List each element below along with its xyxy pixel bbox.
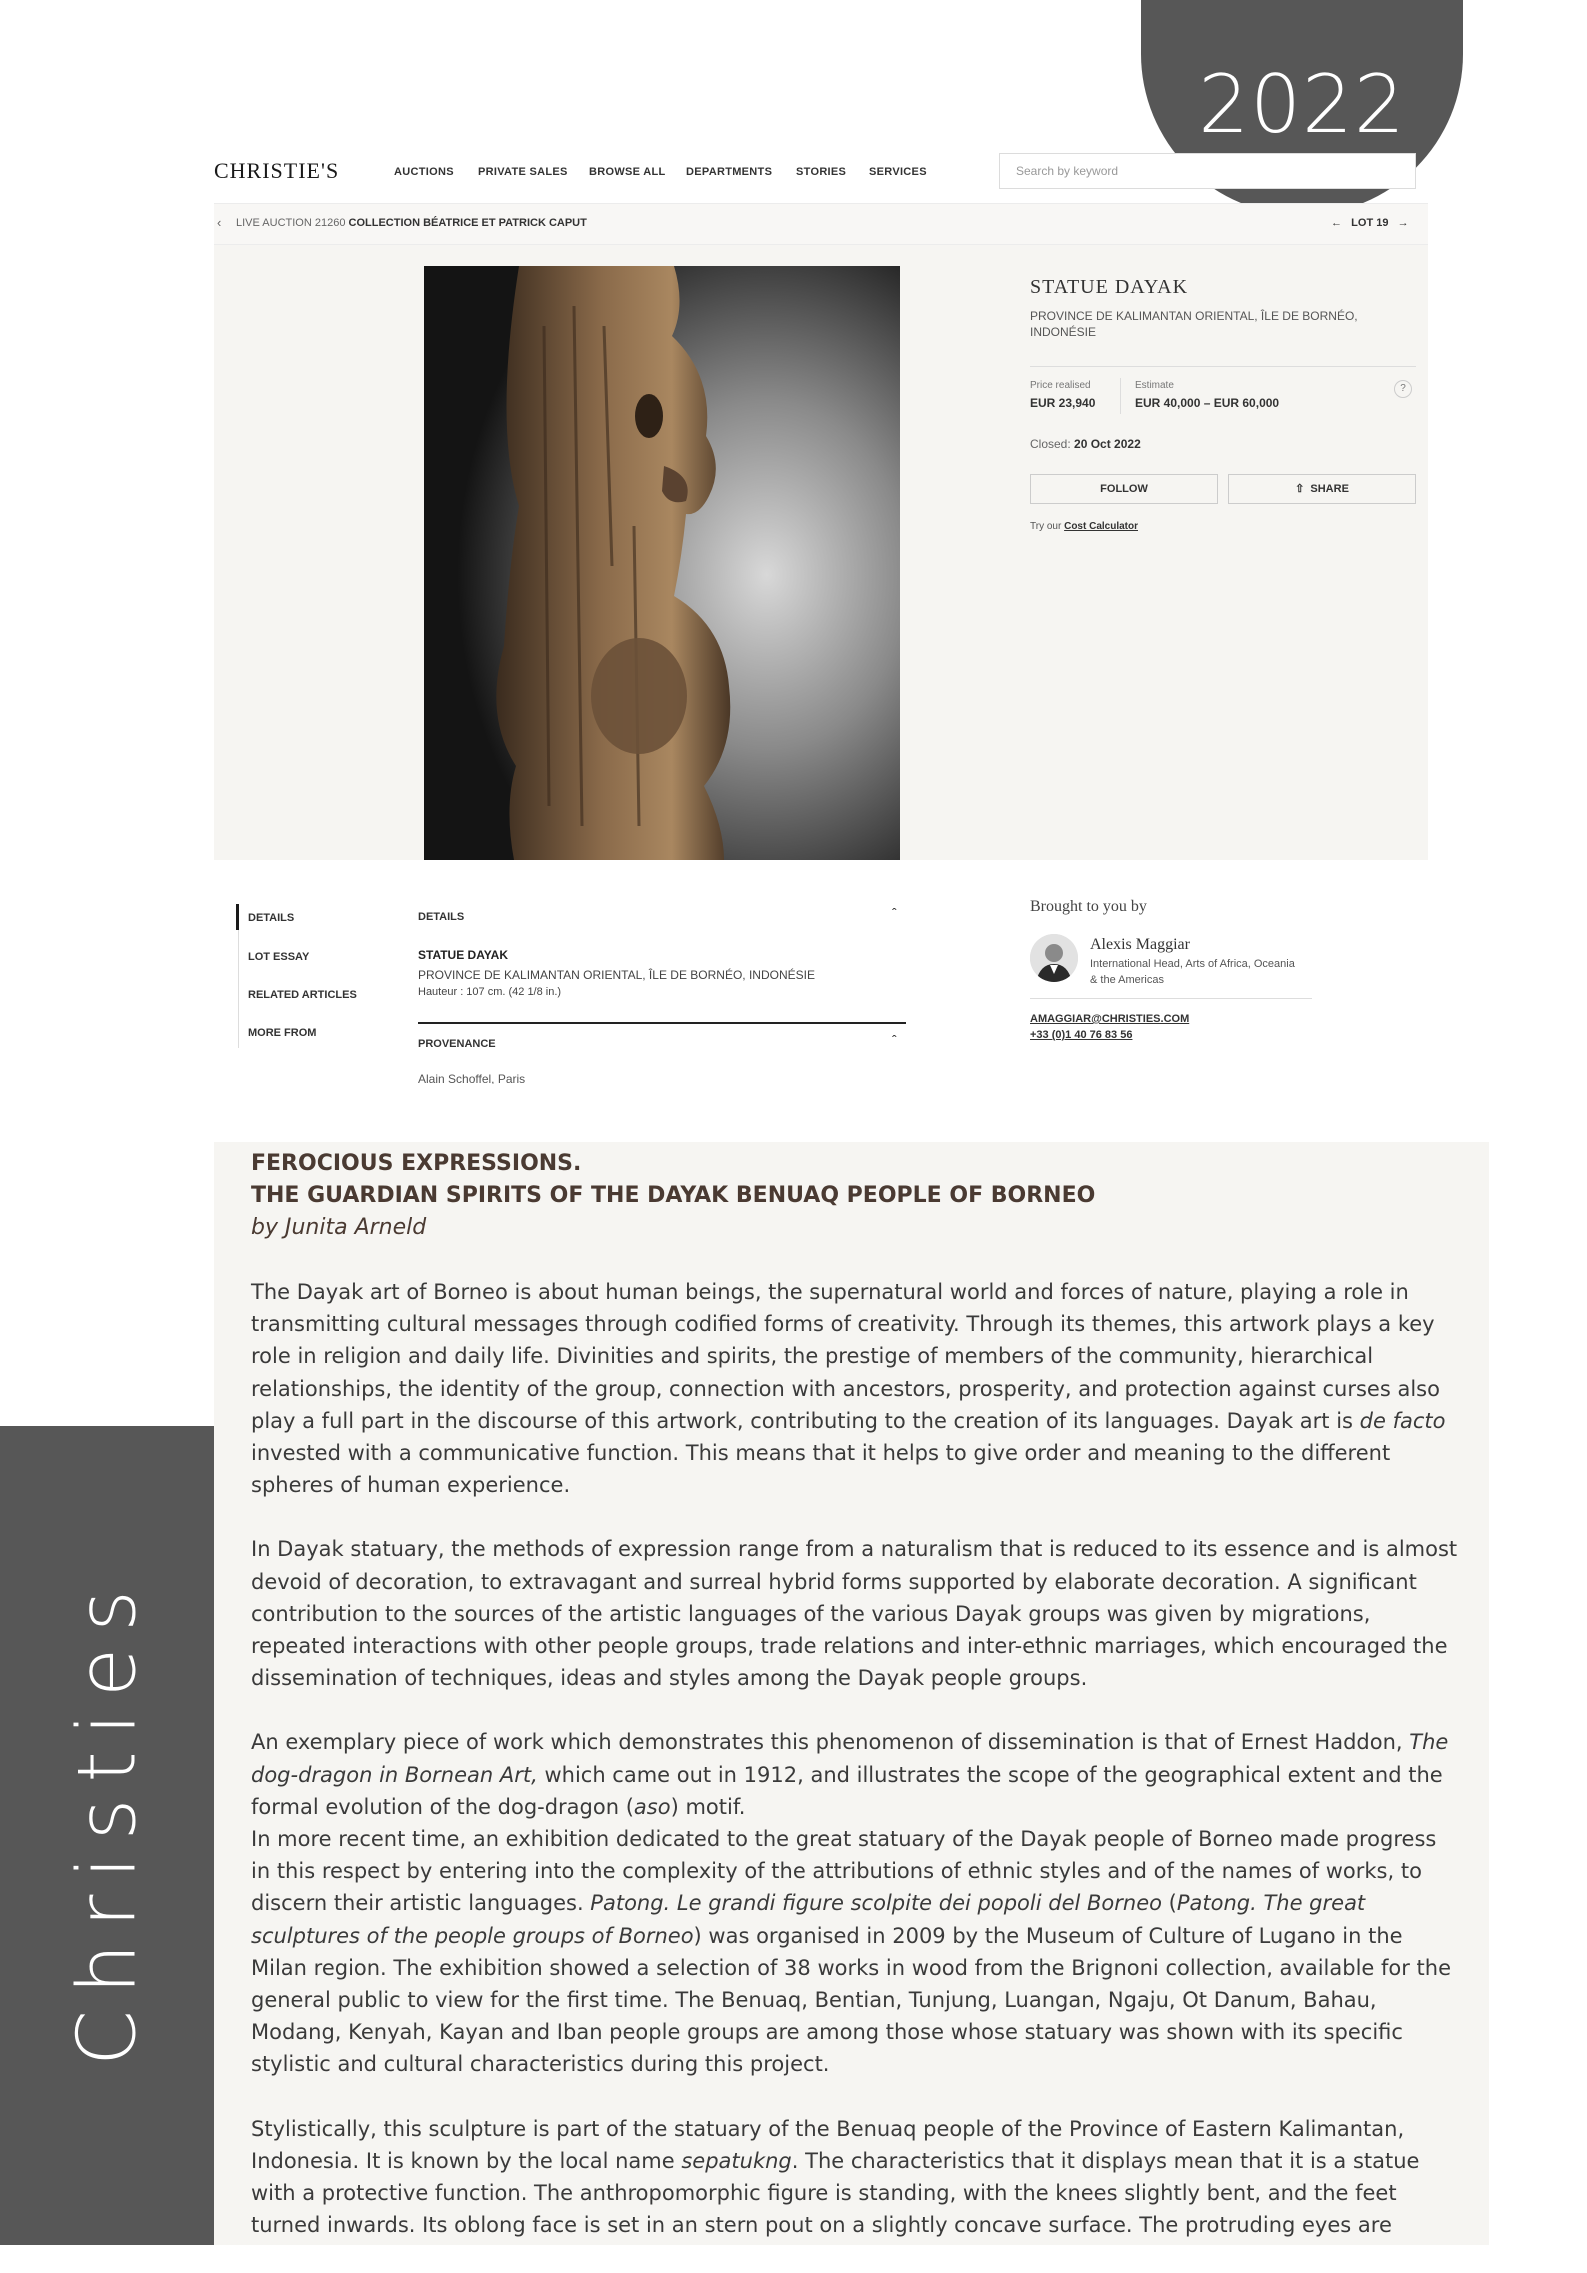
help-icon[interactable]: ? — [1394, 380, 1412, 398]
lot-navigation — [1331, 217, 1409, 229]
closed-date — [1030, 437, 1141, 451]
side-nav-active-indicator — [236, 904, 239, 930]
specialist-email-link[interactable]: AMAGGIAR@CHRISTIES.COM — [1030, 1013, 1190, 1025]
essay-paragraph: Stylistically, this sculpture is part of the statuary of the Benuaq people of the Province of Eastern Kalimantan, Indonesia. It is known by the local name sepatukng. The characteristics that it displays mean that it is a statue with a protective function. The anthropomorphic figure is standing, with the knees slightly bent, and the feet turned inwards. Its oblong face is set in an stern pout on a slightly concave surface. The protruding eyes are — [251, 2116, 1420, 2238]
closed-label: Closed: — [1030, 437, 1071, 451]
nav-auctions[interactable]: AUCTIONS — [394, 166, 454, 178]
side-nav-more-from[interactable]: MORE FROM — [248, 1027, 317, 1039]
cost-prefix: Try our — [1030, 521, 1062, 532]
nav-services[interactable]: SERVICES — [869, 166, 927, 178]
closed-date-value: 20 Oct 2022 — [1074, 437, 1141, 451]
share-icon: ⇧ — [1295, 483, 1305, 495]
essay-paragraph: An exemplary piece of work which demonstrates this phenomenon of dissemination is that of Ernest Haddon, The dog-dragon in Bornean Art, which came out in 1912, and illustrates the scope of the geographical extent and the formal evolution of the dog-dragon (aso) motif. — [251, 1730, 1449, 1819]
back-chevron-icon[interactable]: ‹ — [217, 215, 222, 230]
side-nav-lot-essay[interactable]: LOT ESSAY — [248, 951, 310, 963]
details-heading[interactable]: DETAILS — [418, 911, 465, 923]
cost-calculator-link[interactable]: Cost Calculator — [1064, 521, 1138, 532]
specialist-role: International Head, Arts of Africa, Oceania — [1090, 958, 1295, 970]
essay-subtitle: THE GUARDIAN SPIRITS OF THE DAYAK BENUAQ PEOPLE OF BORNEO — [251, 1183, 1096, 1208]
price-realised-value: EUR 23,940 — [1030, 396, 1096, 410]
breadcrumb[interactable] — [236, 217, 587, 229]
breadcrumb-auction: LIVE AUCTION 21260 — [236, 217, 346, 229]
year-badge: 2022 — [1141, 0, 1463, 215]
nav-browse-all[interactable]: BROWSE ALL — [589, 166, 666, 178]
divider — [1030, 366, 1416, 367]
side-nav-related-articles[interactable]: RELATED ARTICLES — [248, 989, 357, 1001]
specialist-role-cont: & the Americas — [1090, 974, 1164, 986]
details-title: STATUE DAYAK — [418, 948, 509, 962]
essay-title: FEROCIOUS EXPRESSIONS. — [251, 1151, 582, 1176]
nav-stories[interactable]: STORIES — [796, 166, 847, 178]
lot-subtitle: PROVINCE DE KALIMANTAN ORIENTAL, ÎLE DE BORNÉO, INDONÉSIE — [1030, 309, 1358, 339]
specialist-name: Alexis Maggiar — [1090, 936, 1190, 953]
side-nav-rule — [238, 930, 239, 1048]
estimate-value: EUR 40,000 – EUR 60,000 — [1135, 396, 1280, 410]
estimate-label: Estimate — [1135, 380, 1174, 391]
share-button[interactable] — [1228, 474, 1416, 504]
chevron-up-icon[interactable]: ˆ — [892, 1032, 897, 1048]
lot-essay — [251, 1148, 1461, 2273]
avatar-image — [1030, 934, 1078, 982]
divider — [1030, 998, 1312, 999]
next-lot-arrow-icon[interactable]: → — [1397, 217, 1409, 229]
side-label: Christies — [60, 1574, 154, 2066]
details-dimensions: Hauteur : 107 cm. (42 1/8 in.) — [418, 986, 562, 998]
details-origin: PROVINCE DE KALIMANTAN ORIENTAL, ÎLE DE BORNÉO, INDONÉSIE — [418, 968, 815, 982]
statue-image — [424, 266, 900, 860]
specialist-phone-link[interactable]: +33 (0)1 40 76 83 56 — [1030, 1029, 1133, 1041]
provenance-text-clip — [418, 1074, 906, 1084]
christies-logo[interactable]: CHRISTIE'S — [214, 158, 340, 183]
chevron-up-icon[interactable]: ˆ — [892, 905, 897, 921]
lot-number: LOT 19 — [1351, 217, 1389, 229]
nav-private-sales[interactable]: PRIVATE SALES — [478, 166, 568, 178]
prev-lot-arrow-icon[interactable]: ← — [1331, 217, 1342, 229]
side-nav-details[interactable]: DETAILS — [248, 912, 295, 924]
divider — [1120, 378, 1121, 414]
breadcrumb-collection: COLLECTION BÉATRICE ET PATRICK CAPUT — [348, 217, 587, 229]
search-input[interactable]: Search by keyword — [999, 153, 1416, 189]
essay-paragraph: The Dayak art of Borneo is about human beings, the supernatural world and forces of nature, playing a role in transmitting cultural messages through codified forms of creativity. Through its themes, this artwork plays a key role in religion and daily life. Divinities and spirits, the prestige of members of the community, hierarchical relationships, the identity of the group, connection with ancestors, prosperity, and protection against curses also play a full part in the discourse of this artwork, contributing to the creation of its languages. Dayak art is de facto invested with a communicative function. This means that it helps to give order and meaning to the different spheres of human experience. — [251, 1280, 1446, 1498]
share-label: SHARE — [1310, 483, 1349, 495]
provenance-heading[interactable]: PROVENANCE — [418, 1038, 496, 1050]
follow-button[interactable]: FOLLOW — [1030, 474, 1218, 504]
brought-to-you-by: Brought to you by — [1030, 898, 1147, 915]
lot-image[interactable] — [424, 266, 900, 860]
provenance-text: Alain Schoffel, Paris — [418, 1074, 526, 1084]
essay-paragraph: In Dayak statuary, the methods of expression range from a naturalism that is reduced to its essence and is almost devoid of decoration, to extravagant and surreal hybrid forms supported by elaborate decoration. A significant contribution to the sources of the artistic languages of the various Dayak groups was given by migrations, repeated interactions with other people groups, trade relations and inter-ethnic marriages, which encouraged the dissemination of techniques, ideas and styles among the Dayak people groups. — [251, 1537, 1458, 1691]
avatar — [1030, 934, 1078, 982]
cost-calculator — [1030, 521, 1138, 532]
nav-departments[interactable]: DEPARTMENTS — [686, 166, 773, 178]
price-realised-label: Price realised — [1030, 380, 1091, 391]
divider — [418, 1022, 906, 1024]
essay-paragraph: In more recent time, an exhibition dedicated to the great statuary of the Dayak people of Borneo made progress in this respect by entering into the complexity of the attributions of ethnic styles and of the names of works, to discern their artistic languages. Patong. Le grandi figure scolpite dei popoli del Borneo (Patong. The great sculptures of the people groups of Borneo) was organised in 2009 by the Museum of Culture of Lugano in the Milan region. The exhibition showed a selection of 38 works in wood from the Brignoni collection, available for the general public to view for the first time. The Benuaq, Bentian, Tunjung, Luangan, Ngaju, Ot Danum, Bahau, Modang, Kenyah, Kayan and Iban people groups are among those whose statuary was shown with its specific stylistic and cultural characteristics during this project. — [251, 1827, 1452, 2077]
essay-byline: by Junita Arneld — [251, 1215, 427, 1240]
lot-title: STATUE DAYAK — [1030, 276, 1189, 298]
